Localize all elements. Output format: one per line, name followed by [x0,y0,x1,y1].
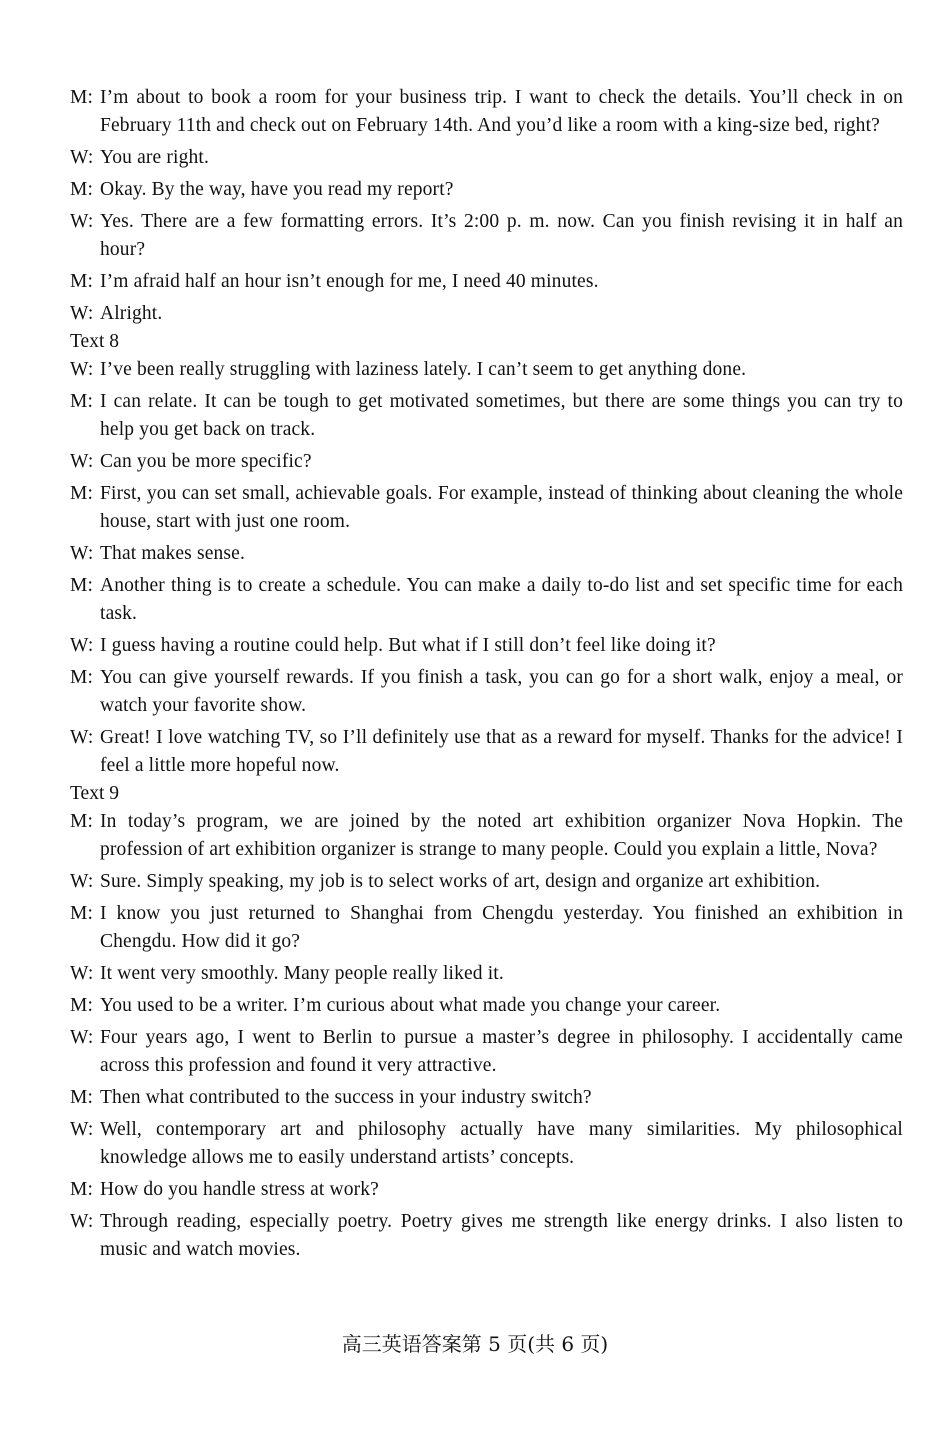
dialogue-line [70,664,903,720]
dialogue-text: I’ve been really struggling with laziness lately. I can’t seem to get anything done. [100,359,747,380]
dialogue-text: Yes. There are a few formatting errors. It’s 2:00 p. m. now. Can you finish revising it in half an hour? [100,211,903,260]
speaker-label: M: [70,995,94,1016]
speaker-label: W: [70,727,94,748]
speaker-label: W: [70,1027,94,1048]
speaker-label: W: [70,211,94,232]
dialogue-text: Another thing is to create a schedule. You can make a daily to-do list and set specific time for each task. [100,575,903,624]
transcript-body [70,84,903,1268]
dialogue-text: You are right. [100,147,209,168]
dialogue-line [70,900,903,956]
dialogue-line [70,268,903,296]
speaker-label: M: [70,179,94,200]
dialogue-line [70,1116,903,1172]
dialogue-line [70,356,903,384]
section-heading: Text 8 [70,331,119,352]
dialogue-text: I can relate. It can be tough to get motivated sometimes, but there are some things you can try to help you get back on track. [100,391,903,440]
speaker-label: W: [70,871,94,892]
speaker-label: W: [70,543,94,564]
dialogue-text: I’m about to book a room for your business trip. I want to check the details. You’ll check in on February 11th and check out on February 14th. And you’d like a room with a king-size bed, right? [100,87,903,136]
speaker-label: M: [70,575,94,596]
speaker-label: W: [70,359,94,380]
dialogue-text: Four years ago, I went to Berlin to pursue a master’s degree in philosophy. I accidentally came across this profession and found it very attractive. [100,1027,903,1076]
dialogue-line [70,540,903,568]
speaker-label: M: [70,667,94,688]
dialogue-line [70,992,903,1020]
dialogue-text: How do you handle stress at work? [100,1179,379,1200]
dialogue-text: Then what contributed to the success in your industry switch? [100,1087,592,1108]
dialogue-text: Sure. Simply speaking, my job is to select works of art, design and organize art exhibition. [100,871,821,892]
dialogue-text: You can give yourself rewards. If you finish a task, you can go for a short walk, enjoy a meal, or watch your favorite show. [100,667,903,716]
speaker-label: W: [70,303,94,324]
speaker-label: M: [70,903,94,924]
dialogue-text: It went very smoothly. Many people really liked it. [100,963,504,984]
dialogue-text: That makes sense. [100,543,245,564]
dialogue-line [70,300,903,328]
page-footer: 高三英语答案第 5 页(共 6 页) [341,1332,609,1356]
dialogue-text: Alright. [100,303,163,324]
dialogue-line [70,480,903,536]
dialogue-text: Okay. By the way, have you read my report? [100,179,454,200]
dialogue-text: Can you be more specific? [100,451,312,472]
dialogue-line [70,1024,903,1080]
dialogue-line [70,84,903,140]
speaker-label: M: [70,271,94,292]
dialogue-text: Well, contemporary art and philosophy actually have many similarities. My philosophical knowledge allows me to easily understand artists’ concepts. [100,1119,903,1168]
dialogue-line [70,448,903,476]
dialogue-text: I know you just returned to Shanghai from Chengdu yesterday. You finished an exhibition in Chengdu. How did it go? [100,903,903,952]
dialogue-line [70,724,903,780]
dialogue-line [70,1084,903,1112]
dialogue-line [70,144,903,172]
dialogue-line [70,176,903,204]
dialogue-line [70,208,903,264]
dialogue-text: In today’s program, we are joined by the noted art exhibition organizer Nova Hopkin. The profession of art exhibition organizer is strange to many people. Could you explain a little, Nova? [100,811,903,860]
speaker-label: W: [70,635,94,656]
dialogue-line [70,572,903,628]
speaker-label: M: [70,1179,94,1200]
speaker-label: W: [70,963,94,984]
speaker-label: W: [70,1211,94,1232]
dialogue-line [70,868,903,896]
speaker-label: W: [70,451,94,472]
dialogue-text: First, you can set small, achievable goals. For example, instead of thinking about cleaning the whole house, start with just one room. [100,483,903,532]
speaker-label: M: [70,1087,94,1108]
speaker-label: W: [70,147,94,168]
dialogue-line [70,388,903,444]
dialogue-line [70,1208,903,1264]
dialogue-text: I’m afraid half an hour isn’t enough for me, I need 40 minutes. [100,271,599,292]
dialogue-text: I guess having a routine could help. But what if I still don’t feel like doing it? [100,635,716,656]
dialogue-line [70,808,903,864]
dialogue-text: Through reading, especially poetry. Poetry gives me strength like energy drinks. I also listen to music and watch movies. [100,1211,903,1260]
speaker-label: M: [70,483,94,504]
section-heading: Text 9 [70,783,119,804]
speaker-label: W: [70,1119,94,1140]
dialogue-text: Great! I love watching TV, so I’ll definitely use that as a reward for myself. Thanks for the advice! I feel a little more hopeful now. [100,727,903,776]
dialogue-text: You used to be a writer. I’m curious about what made you change your career. [100,995,721,1016]
speaker-label: M: [70,391,94,412]
speaker-label: M: [70,811,94,832]
dialogue-line [70,1176,903,1204]
dialogue-line [70,960,903,988]
dialogue-line [70,632,903,660]
speaker-label: M: [70,87,94,108]
